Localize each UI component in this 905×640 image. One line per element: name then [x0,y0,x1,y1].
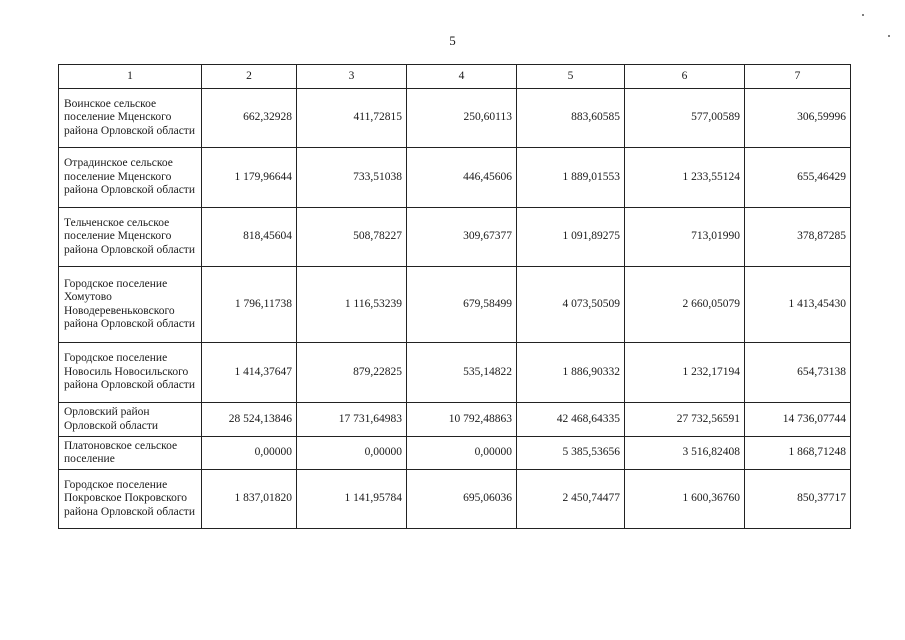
cell-value: 1 179,96644 [202,148,297,208]
column-header: 4 [407,65,517,89]
table-row [59,470,851,529]
cell-value: 679,58499 [407,267,517,343]
cell-value: 3 516,82408 [625,437,745,470]
cell-value: 28 524,13846 [202,403,297,437]
table-row [59,403,851,437]
cell-value: 10 792,48863 [407,403,517,437]
cell-value: 0,00000 [407,437,517,470]
cell-value: 1 600,36760 [625,470,745,529]
column-header: 2 [202,65,297,89]
column-header: 1 [59,65,202,89]
page-number: 5 [449,33,456,48]
cell-value: 0,00000 [297,437,407,470]
cell-value: 850,37717 [745,470,851,529]
column-header: 6 [625,65,745,89]
cell-value: 42 468,64335 [517,403,625,437]
cell-value: 508,78227 [297,208,407,267]
cell-value: 5 385,53656 [517,437,625,470]
cell-value: 14 736,07744 [745,403,851,437]
cell-value: 654,73138 [745,343,851,403]
table-row [59,267,851,343]
cell-value: 1 116,53239 [297,267,407,343]
cell-value: 1 413,45430 [745,267,851,343]
cell-value: 1 091,89275 [517,208,625,267]
cell-value: 1 837,01820 [202,470,297,529]
table-row [59,343,851,403]
scan-speck [862,14,864,16]
cell-value: 1 796,11738 [202,267,297,343]
table-row [59,437,851,470]
cell-value: 309,67377 [407,208,517,267]
cell-value: 577,00589 [625,89,745,148]
column-header: 7 [745,65,851,89]
header-row [59,65,851,89]
cell-value: 1 886,90332 [517,343,625,403]
row-name: Платоновское сельское поселение [59,437,202,470]
cell-value: 2 660,05079 [625,267,745,343]
cell-value: 1 868,71248 [745,437,851,470]
cell-value: 713,01990 [625,208,745,267]
table-row [59,89,851,148]
table-row [59,208,851,267]
row-name: Воинское сельское поселение Мценского района Орловской области [59,89,202,148]
row-name: Городское поселение Покровское Покровского района Орловской области [59,470,202,529]
column-header: 3 [297,65,407,89]
cell-value: 17 731,64983 [297,403,407,437]
cell-value: 879,22825 [297,343,407,403]
cell-value: 662,32928 [202,89,297,148]
cell-value: 818,45604 [202,208,297,267]
cell-value: 695,06036 [407,470,517,529]
cell-value: 27 732,56591 [625,403,745,437]
cell-value: 883,60585 [517,89,625,148]
scan-speck [888,35,890,37]
cell-value: 411,72815 [297,89,407,148]
row-name: Городское поселение Хомутово Новодеревеньковского района Орловской области [59,267,202,343]
row-name: Орловский район Орловской области [59,403,202,437]
cell-value: 1 232,17194 [625,343,745,403]
row-name: Городское поселение Новосиль Новосильского района Орловской области [59,343,202,403]
cell-value: 733,51038 [297,148,407,208]
cell-value: 535,14822 [407,343,517,403]
cell-value: 1 889,01553 [517,148,625,208]
cell-value: 4 073,50509 [517,267,625,343]
cell-value: 2 450,74477 [517,470,625,529]
cell-value: 250,60113 [407,89,517,148]
row-name: Отрадинское сельское поселение Мценского района Орловской области [59,148,202,208]
cell-value: 0,00000 [202,437,297,470]
cell-value: 1 141,95784 [297,470,407,529]
row-name: Тельченское сельское поселение Мценского района Орловской области [59,208,202,267]
cell-value: 655,46429 [745,148,851,208]
cell-value: 1 414,37647 [202,343,297,403]
cell-value: 306,59996 [745,89,851,148]
cell-value: 446,45606 [407,148,517,208]
data-table [58,64,851,529]
table-row [59,148,851,208]
cell-value: 378,87285 [745,208,851,267]
cell-value: 1 233,55124 [625,148,745,208]
column-header: 5 [517,65,625,89]
